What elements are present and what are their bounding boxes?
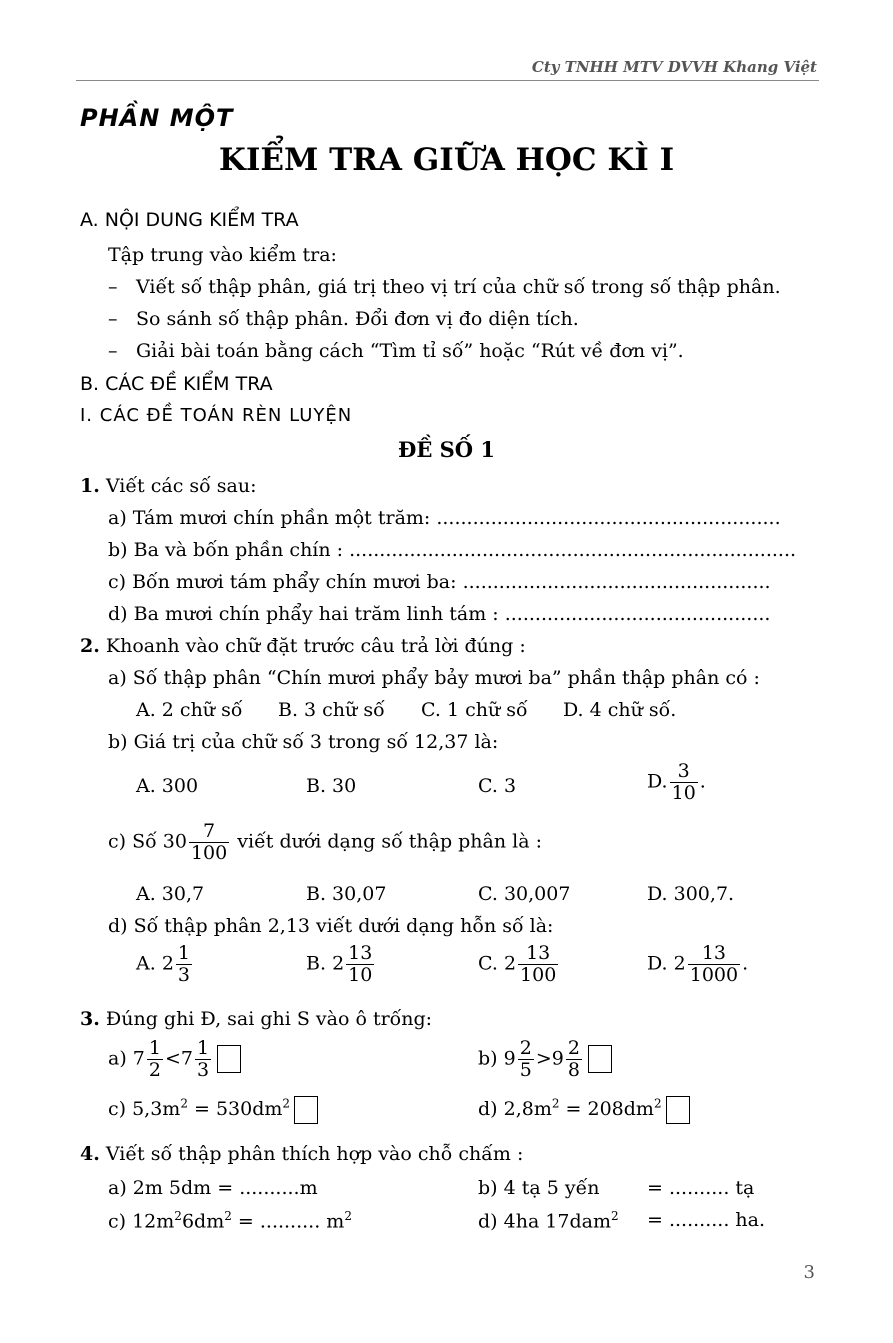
q2-c-option: B. 30,07 — [306, 883, 387, 905]
q4-item-c: c) $12m^26dm^2$ = .......... $m^2$ — [108, 1209, 352, 1233]
answer-box[interactable] — [588, 1045, 612, 1073]
q2-d-option: A. 2 $\frac{1}{3}$ — [136, 942, 190, 986]
q2-a-option: C. 1 chữ số — [421, 699, 528, 721]
exam-title: ĐỀ SỐ 1 — [397, 437, 496, 462]
q2-item-a: a) Số thập phân “Chín mươi phẩy bảy mươi ba” phần thập phân có : — [108, 667, 760, 689]
q1-item-a: a) Tám mươi chín phần một trăm: ......................................................... — [108, 507, 781, 529]
q2-b-option: B. 30 — [306, 775, 357, 797]
q2-item-d: d) Số thập phân 2,13 viết dưới dạng hỗn số là: — [108, 915, 554, 937]
answer-box[interactable] — [294, 1096, 318, 1124]
q4-item-b-answer: = .......... tạ — [647, 1177, 755, 1199]
section-a-item: – Viết số thập phân, giá trị theo vị trí của chữ số trong số thập phân. — [108, 276, 781, 298]
q2-d-option: C. 2 $\frac{13}{100}$ — [478, 942, 557, 986]
section-a-intro: Tập trung vào kiểm tra: — [108, 244, 337, 266]
fraction: $\frac{1}{3}$ — [197, 1037, 210, 1081]
q4-item-d: d) 4ha 17dam$^2$ — [478, 1209, 619, 1233]
fraction: $\frac{1}{3}$ — [177, 942, 190, 986]
fraction: $\frac{2}{5}$ — [519, 1037, 532, 1081]
question-2: 2. Khoanh vào chữ đặt trước câu trả lời đúng : — [80, 635, 526, 657]
q3-item-a: a) 7 $\frac{1}{2}$ <7 $\frac{1}{3}$ — [108, 1038, 241, 1081]
fraction: $\frac{13}{10}$ — [348, 942, 373, 986]
question-4: 4. Viết số thập phân thích hợp vào chỗ chấm : — [80, 1143, 524, 1165]
section-b-subheading: I. CÁC ĐỀ TOÁN RÈN LUYỆN — [80, 405, 353, 426]
fraction: $\frac{3}{10}$ — [671, 760, 696, 804]
section-a-item: – So sánh số thập phân. Đổi đơn vị đo diện tích. — [108, 308, 579, 330]
q2-c-option: D. 300,7. — [647, 883, 735, 905]
q3-item-d: d) $2,8m^2 = 208dm^2$ — [478, 1096, 690, 1124]
q2-c-option: C. 30,007 — [478, 883, 571, 905]
fraction: $\frac{13}{1000}$ — [689, 942, 739, 986]
part-label: PHẦN MỘT — [80, 104, 234, 132]
q1-item-d: d) Ba mươi chín phẩy hai trăm linh tám : ............................................ — [108, 603, 771, 625]
q2-item-c: c) Số 30 $\frac{7}{100}$ viết dưới dạng số thập phân là : — [108, 820, 542, 864]
fraction: $\frac{1}{2}$ — [148, 1037, 161, 1081]
answer-box[interactable] — [666, 1096, 690, 1124]
q4-item-b: b) 4 tạ 5 yến — [478, 1177, 600, 1199]
question-1: 1. Viết các số sau: — [80, 475, 257, 497]
q3-item-c: c) $5,3m^2 = 530dm^2$ — [108, 1096, 318, 1124]
q1-item-b: b) Ba và bốn phần chín : .......................................................................... — [108, 539, 797, 561]
q2-d-option: B. 2 $\frac{13}{10}$ — [306, 942, 373, 986]
q2-d-option: D. 2 $\frac{13}{1000}$ . — [647, 942, 749, 986]
q2-item-b: b) Giá trị của chữ số 3 trong số 12,37 là: — [108, 731, 499, 753]
section-b-heading: B. CÁC ĐỀ KIỂM TRA — [80, 373, 273, 395]
q4-item-a: a) 2m 5dm = ..........m — [108, 1177, 318, 1199]
q2-a-option: A. 2 chữ số — [136, 699, 243, 721]
q4-item-d-answer: = .......... ha. — [647, 1209, 765, 1231]
page-title: KIỂM TRA GIỮA HỌC KÌ I — [218, 142, 675, 178]
section-a-heading: A. NỘI DUNG KIỂM TRA — [80, 209, 299, 231]
q3-item-b: b) 9 $\frac{2}{5}$ >9 $\frac{2}{8}$ — [478, 1038, 612, 1081]
q2-a-option: D. 4 chữ số. — [563, 699, 677, 721]
page-number: 3 — [803, 1262, 815, 1283]
q2-b-option: C. 3 — [478, 775, 517, 797]
header-rule — [76, 80, 819, 81]
publisher-header: Cty TNHH MTV DVVH Khang Việt — [531, 58, 817, 76]
section-a-item: – Giải bài toán bằng cách “Tìm tỉ số” hoặc “Rút về đơn vị”. — [108, 340, 684, 362]
fraction: $\frac{2}{8}$ — [567, 1037, 580, 1081]
question-3: 3. Đúng ghi Đ, sai ghi S vào ô trống: — [80, 1008, 433, 1030]
fraction: $\frac{13}{100}$ — [520, 942, 557, 986]
answer-box[interactable] — [217, 1045, 241, 1073]
q1-item-c: c) Bốn mươi tám phẩy chín mươi ba: ................................................... — [108, 571, 771, 593]
fraction: $\frac{7}{100}$ — [190, 820, 228, 864]
q2-a-option: B. 3 chữ số — [278, 699, 385, 721]
q2-b-option: D. $\frac{3}{10}$ . — [647, 760, 706, 804]
q2-c-option: A. 30,7 — [136, 883, 205, 905]
q2-b-option: A. 300 — [136, 775, 199, 797]
